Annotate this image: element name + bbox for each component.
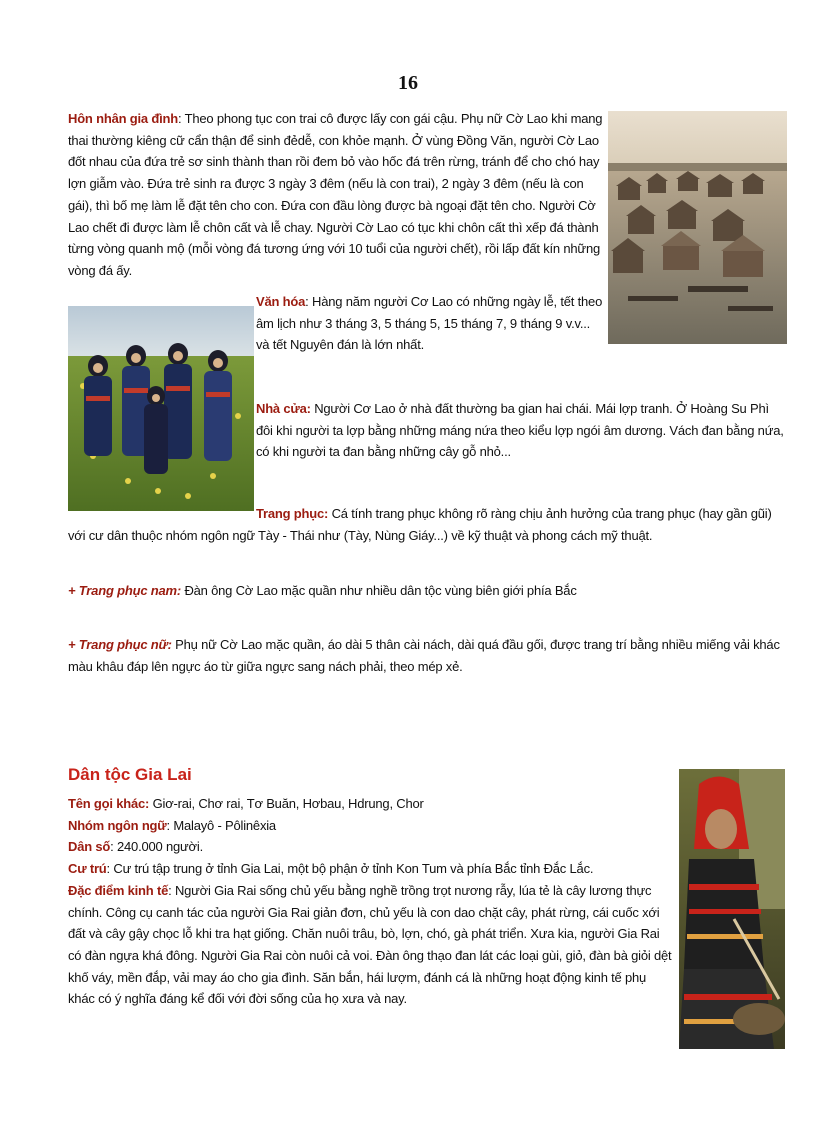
trang-phuc-nu-label: + Trang phục nữ: <box>68 637 172 652</box>
trang-phuc-label: Trang phục: <box>256 506 329 521</box>
cu-tru-text: Cư trú tập trung ở tỉnh Gia Lai, một bộ phận ở tỉnh Kon Tum và phía Bắc tỉnh Đắc Lắc. <box>109 861 594 877</box>
trang-phuc-nam-label: + Trang phục nam: <box>68 583 182 598</box>
hon-nhan-sep: : <box>177 111 182 126</box>
trang-phuc-nam-paragraph <box>68 580 788 602</box>
ten-goi-khac-label: Tên gọi khác: <box>68 796 150 811</box>
page-number: 16 <box>398 72 418 94</box>
hon-nhan-paragraph <box>68 108 608 282</box>
van-hoa-text: Hàng năm người Cơ Lao có những ngày lễ, tết theo âm lịch như 3 tháng 3, 5 tháng 5, 15 tháng 7, 9 tháng 9 v.v... và tết Nguyên đán là lớn nhất. <box>256 294 603 353</box>
nhom-ngon-ngu-label: Nhóm ngôn ngữ <box>68 817 167 833</box>
nha-cua-text: Người Cơ Lao ở nhà đất thường ba gian hai chái. Mái lợp tranh. Ở Hoàng Su Phì đôi khi người ta lợp bằng những máng nứa theo kiểu lợp ngói âm dương. Vách đan bằng nứa, có khi người ta đan bằng những cây gỗ nhỏ... <box>256 401 784 460</box>
nhom-ngon-ngu-line <box>68 815 672 837</box>
kinh-te-paragraph <box>68 880 672 1010</box>
women-group-photo <box>68 306 254 511</box>
trang-phuc-text: Cá tính trang phục không rõ ràng chịu ảnh hưởng của trang phục (hay gần gũi) với cư dân thuộc nhóm ngôn ngữ Tày - Thái như (Tày, Nùng Giáy...) về kỹ thuật và phong cách mỹ thuật. <box>68 506 772 543</box>
dan-so-text: 240.000 người. <box>113 839 203 855</box>
gia-lai-heading: Dân tộc Gia Lai <box>68 765 192 784</box>
van-hoa-label: Văn hóa <box>256 294 306 309</box>
cu-tru-label: Cư trú <box>68 861 107 877</box>
kinh-te-text: Người Gia Rai sống chủ yếu bằng nghề trồng trọt nương rẫy, lúa tẻ là cây lương thực chính. Công cụ canh tác của người Gia Rai giản đơn, chủ yếu là con dao chặt cây, phát rừng, cái cuốc xới đất và cây gậy chọc lỗ khi tra hạt giống. Chăn nuôi trâu, bò, lợn, chó, gà phát triển. Xưa kia, người Gia Rai có đàn ngựa khá đông. Người Gia Rai còn nuôi cả voi. Đàn ông thạo đan lát các loại gùi, giỏ, đàn bà giỏi dệt khố váy, mền đắp, vải may áo cho gia đình. Săn bắn, hái lượm, đánh cá là những hoạt động kinh tế phụ khác có ý nghĩa đáng kể đối với đời sống của họ xưa và nay. <box>68 882 672 1007</box>
kinh-te-label: Đặc điểm kinh tế <box>68 882 169 898</box>
gia-lai-woman-photo <box>679 769 785 1049</box>
trang-phuc-nam-text: Đàn ông Cờ Lao mặc quần như nhiều dân tộc vùng biên giới phía Bắc <box>181 583 577 598</box>
van-hoa-sep: : <box>305 294 309 309</box>
dan-so-label: Dân số <box>68 839 111 855</box>
van-hoa-paragraph <box>256 291 606 356</box>
hon-nhan-label: Hôn nhân gia đình <box>68 111 178 126</box>
gia-lai-facts <box>68 793 672 1010</box>
dan-so-line <box>68 836 672 858</box>
dan-so-sep: : <box>110 839 114 855</box>
hon-nhan-text: Theo phong tục con trai cô được lấy con gái cậu. Phụ nữ Cờ Lao khi mang thai thường kiêng cữ cẩn thận để sinh đẻdễ, con khỏe mạnh. Ở vùng Đồng Văn, người Cờ Lao đốt nhau của đứa trẻ sơ sinh thành than rồi đem bỏ vào hốc đá trên rừng, tránh để cho chó hay lợn giẫm vào. Đứa trẻ sinh ra được 3 ngày 3 đêm (nếu là con trai), 2 ngày 3 đêm (nếu là con gái), thì bố mẹ làm lễ đặt tên cho con. Đứa con đầu lòng được bà ngoại đặt tên cho. Người Cờ Lao chết đi được làm lễ chôn cất và lễ chay. Người Cờ Lao có tục khi chôn cất thì xếp đá thành từng vòng quanh mộ (mỗi vòng đá tương ứng với 10 tuổi của người chết), rồi lấp đất kín những vòng đá ấy. <box>68 111 603 278</box>
trang-phuc-nu-text: Phụ nữ Cờ Lao mặc quần, áo dài 5 thân cài nách, dài quá đầu gối, được trang trí bằng nhiều miếng vải khác màu khâu đáp lên ngực áo từ giữa ngực sang nách phải, theo mép xẻ. <box>68 637 780 674</box>
kinh-te-sep: : <box>168 882 172 898</box>
nhom-ngon-ngu-text: Malayô - Pôlinêxia <box>169 817 276 833</box>
floating-village-photo <box>608 111 787 344</box>
trang-phuc-nu-paragraph <box>68 634 788 677</box>
cu-tru-line <box>68 858 672 880</box>
nha-cua-label: Nhà cửa: <box>256 401 311 416</box>
cu-tru-sep: : <box>106 861 110 877</box>
ten-goi-khac-line <box>68 793 672 815</box>
nha-cua-paragraph <box>256 398 788 463</box>
ten-goi-khac-text: Giơ-rai, Chơ rai, Tơ Buăn, Hơbau, Hdrung, Chor <box>149 796 424 811</box>
trang-phuc-paragraph <box>68 503 788 546</box>
nhom-ngon-ngu-sep: : <box>166 817 170 833</box>
